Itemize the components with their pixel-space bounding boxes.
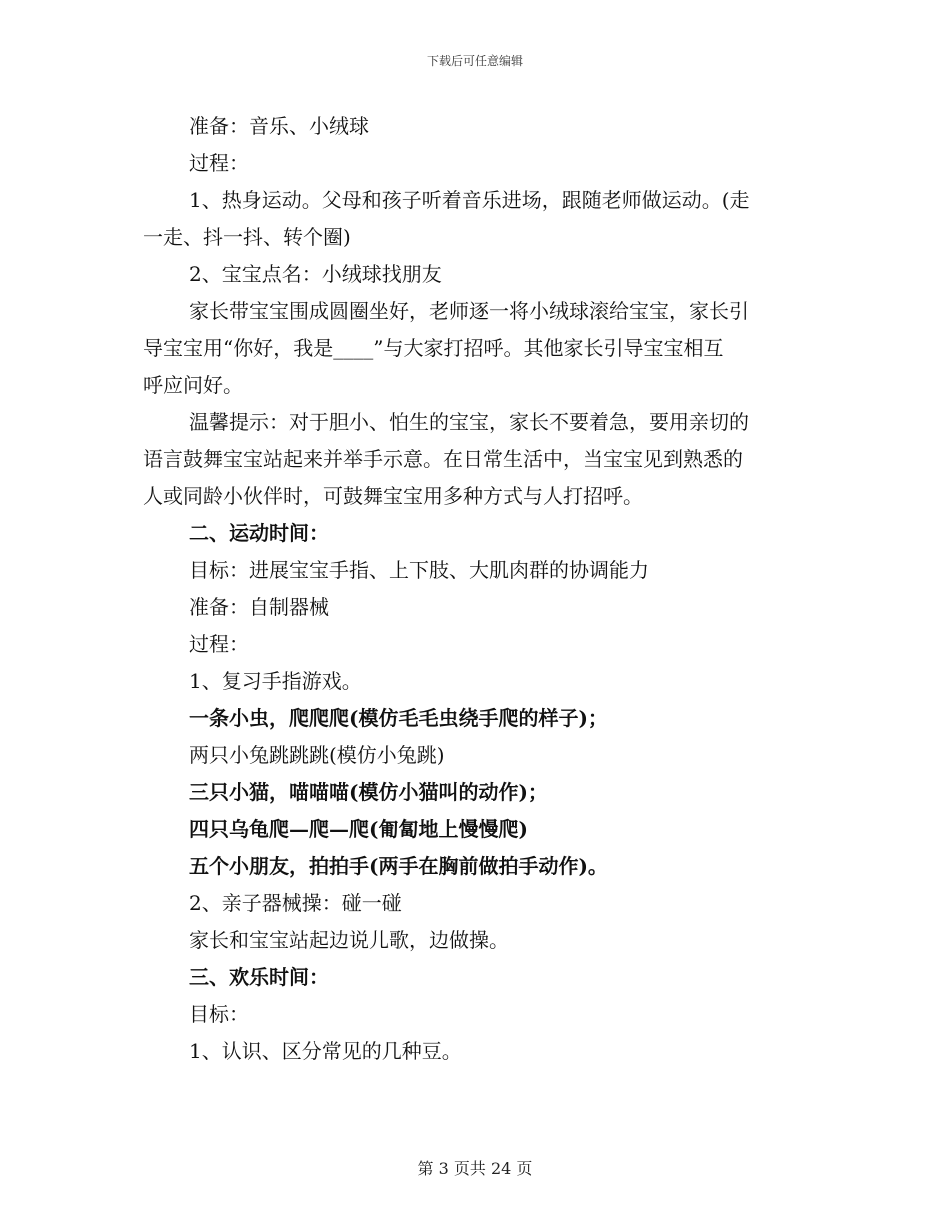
text-line: 1、认识、区分常见的几种豆。 (189, 1039, 462, 1063)
heading-line: 一条小虫，爬爬爬(模仿毛毛虫绕手爬的样子)； (189, 706, 608, 730)
text-line: 准备：自制器械 (189, 595, 329, 619)
heading-line: 二、运动时间： (189, 521, 329, 545)
text-line: 呼应问好。 (143, 373, 243, 397)
text-line: 目标： (189, 1002, 249, 1026)
page-header: 下载后可任意编辑 (426, 54, 523, 68)
text-line: 过程： (189, 632, 249, 656)
text-line: 家长和宝宝站起边说儿歌，边做操。 (189, 928, 509, 952)
text-line: 目标：进展宝宝手指、上下肢、大肌肉群的协调能力 (189, 558, 649, 582)
text-line: 家长带宝宝围成圆圈坐好，老师逐一将小绒球滚给宝宝，家长引 (189, 299, 749, 323)
text-line: 1、复习手指游戏。 (189, 669, 362, 693)
text-line: 人或同龄小伙伴时，可鼓舞宝宝用多种方式与人打招呼。 (143, 484, 643, 508)
text-line: 1、热身运动。父母和孩子听着音乐进场，跟随老师做运动。(走 (189, 188, 750, 212)
heading-line: 三只小猫，喵喵喵(模仿小猫叫的动作)； (189, 780, 548, 804)
page-footer: 第 3 页共 24 页 (417, 1159, 533, 1178)
text-line: 语言鼓舞宝宝站起来并举手示意。在日常生活中，当宝宝见到熟悉的 (143, 447, 743, 471)
text-line: 两只小兔跳跳跳(模仿小兔跳) (189, 743, 445, 767)
text-line: 过程： (189, 151, 249, 175)
heading-line: 三、欢乐时间： (189, 965, 329, 989)
heading-line: 四只乌龟爬—爬—爬(匍匐地上慢慢爬) (189, 817, 528, 841)
text-line: 温馨提示：对于胆小、怕生的宝宝，家长不要着急，要用亲切的 (189, 410, 749, 434)
text-line: 准备：音乐、小绒球 (189, 114, 369, 138)
text-line: 一走、抖一抖、转个圈) (143, 225, 351, 249)
heading-line: 五个小朋友，拍拍手(两手在胸前做拍手动作)。 (189, 854, 608, 878)
text-line: 导宝宝用“你好，我是____”与大家打招呼。其他家长引导宝宝相互 (143, 336, 724, 360)
text-line: 2、宝宝点名：小绒球找朋友 (189, 262, 442, 286)
document-body (143, 108, 803, 1070)
text-line: 2、亲子器械操：碰一碰 (189, 891, 402, 915)
